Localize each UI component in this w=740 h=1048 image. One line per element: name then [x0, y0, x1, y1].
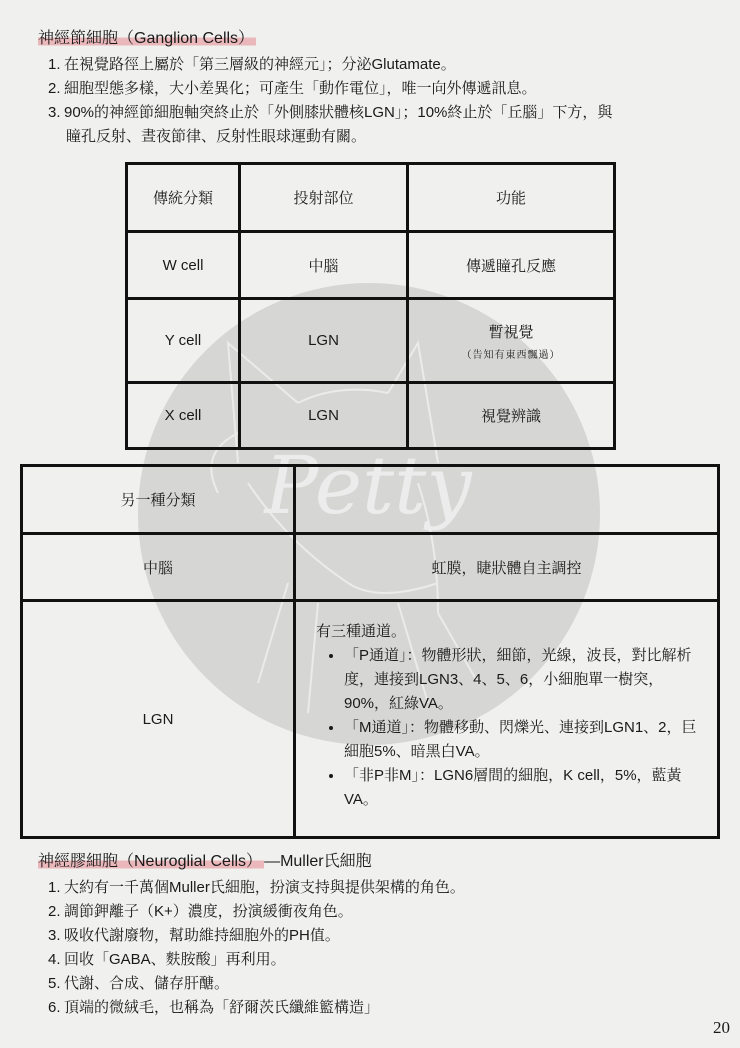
table-header-row [22, 466, 719, 534]
neuroglial-list [48, 876, 465, 1020]
header-cell-empty [295, 466, 719, 534]
channel-item-k: • 「非P非M」：LGN6層間的細胞，K cell，5%，藍黃VA。 [344, 764, 697, 812]
cell-function: 暫視覺 （告知有東西飄過） [408, 299, 615, 383]
list-item: 1. 大約有一千萬個Muller氏細胞，扮演支持與提供架構的角色。 [48, 879, 465, 896]
header-cell: 傳統分類 [127, 164, 240, 232]
list-item: 2. 調節鉀離子（K+）濃度，扮演緩衝夜角色。 [48, 903, 353, 920]
channel-item-p: • 「P通道」：物體形狀，細節，光線，波長，對比解析度，連接到LGN3、4、5、6，小細胞單一樹突，90%，紅綠VA。 [344, 644, 697, 716]
channel-item-m: • 「M通道」：物體移動、閃爍光、連接到LGN1、2，巨細胞5%、暗黑白VA。 [344, 716, 697, 764]
table-row [22, 601, 719, 838]
cell-function: 傳遞瞳孔反應 [408, 232, 615, 299]
header-cell: 另一種分類 [22, 466, 295, 534]
section-title-ganglion: 神經節細胞（Ganglion Cells） [38, 30, 255, 47]
cell-type: X cell [127, 383, 240, 449]
section-title-neuroglial: 神經膠細胞（Neuroglial Cells） —Muller氏細胞 [38, 853, 372, 870]
header-cell: 投射部位 [240, 164, 408, 232]
list-item-continuation: 瞳孔反射、晝夜節律、反射性眼球運動有關。 [66, 128, 367, 145]
list-item: 3. 吸收代謝廢物，幫助維持細胞外的PH值。 [48, 927, 340, 944]
cell-channel-description [295, 601, 719, 838]
channel-intro: 有三種通道。 [316, 623, 407, 640]
list-item: 1. 在視覺路徑上屬於「第三層級的神經元」；分泌Glutamate。 [48, 56, 456, 73]
list-item: 2. 細胞型態多樣，大小差異化；可產生「動作電位」，唯一向外傳遞訊息。 [48, 80, 537, 97]
classic-classification-table [125, 162, 616, 450]
header-cell: 功能 [408, 164, 615, 232]
list-item: 3. 90%的神經節細胞軸突終止於「外側膝狀體核LGN」；10%終止於「丘腦」下方，與 [48, 104, 613, 121]
cell-type: W cell [127, 232, 240, 299]
list-item: 5. 代謝、合成、儲存肝醣。 [48, 975, 230, 992]
cell-type: Y cell [127, 299, 240, 383]
page-number: 20 [713, 1018, 730, 1037]
svg-text:Petty: Petty [264, 439, 472, 532]
ganglion-list [48, 53, 612, 149]
cell-label: 中腦 [22, 534, 295, 601]
cell-value: 虹膜，睫狀體自主調控 [295, 534, 719, 601]
table-row [127, 232, 615, 299]
table-header-row [127, 164, 615, 232]
table-row [127, 383, 615, 449]
list-item: 6. 頂端的微絨毛，也稱為「舒爾茨氏纖維籃構造」 [48, 999, 380, 1016]
cell-label: LGN [22, 601, 295, 838]
cell-projection: 中腦 [240, 232, 408, 299]
list-item: 4. 回收「GABA、麩胺酸」再利用。 [48, 951, 286, 968]
cell-projection: LGN [240, 299, 408, 383]
channel-list [316, 644, 697, 812]
function-note: （告知有東西飄過） [461, 349, 561, 361]
cell-projection: LGN [240, 383, 408, 449]
cell-function: 視覺辨識 [408, 383, 615, 449]
alternate-classification-table [20, 464, 720, 839]
table-row [127, 299, 615, 383]
table-row [22, 534, 719, 601]
